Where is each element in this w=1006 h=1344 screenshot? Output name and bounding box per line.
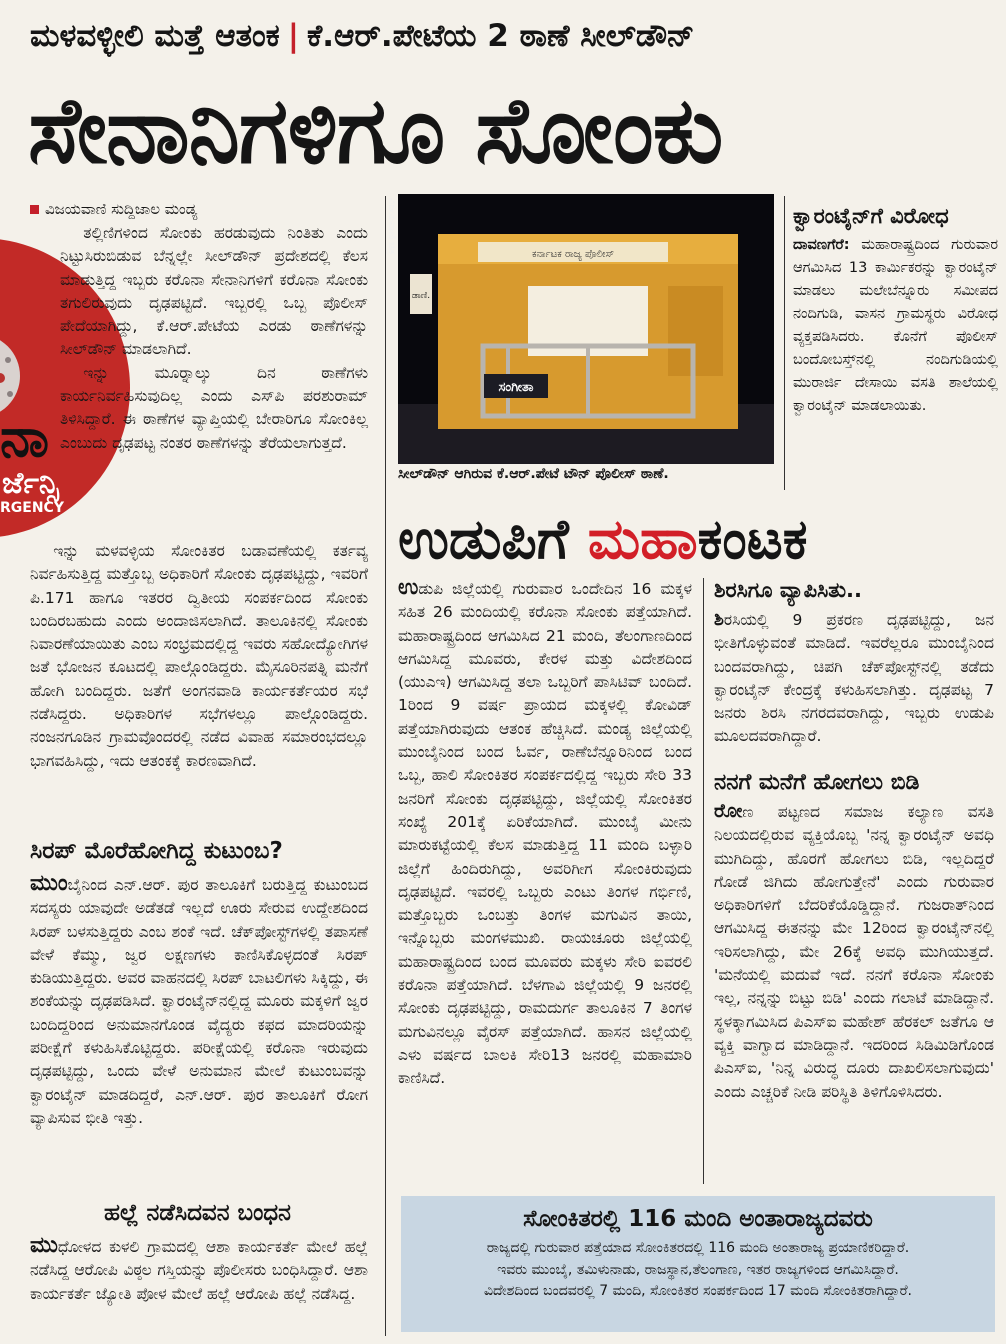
home-title: ನನಗೆ ಮನೆಗೆ ಹೋಗಲು ಬಿಡಿ [714,770,920,795]
kicker-left: ಮಳವಳ್ಳೀಲಿ ಮತ್ತೆ ಆತಂಕ [30,18,280,54]
interstate-box-line: ಇವರು ಮುಂಬೈ, ತಮಿಳುನಾಡು, ರಾಜಸ್ಥಾನ,ತೆಲಂಗಾಣ, ಇತರ ರಾಜ್ಯಗಳಿಂದ ಆಗಮಿಸಿದ್ದಾರೆ. [497,1261,899,1278]
family-story-lead: ಮುಂ [30,871,68,896]
byline-text: ವಿಜಯವಾಣಿ ಸುದ್ದಿಜಾಲ ಮಂಡ್ಯ [45,200,198,218]
main-article-part-1 [60,222,368,540]
emblem-word-1: ನಾ [0,406,50,469]
udupi-headline-part1: ಉಡುಪಿಗೆ [398,507,588,571]
family-story-body [30,872,368,1168]
police-station-photo [386,194,774,464]
quarantine-title: ಕ್ವಾರಂಟೈನ್‌ಗೆ ವಿರೋಧ [793,204,949,228]
photo-shop-sign: ಡಾಣಿ. [411,291,431,301]
police-station-illustration [398,194,774,464]
interstate-box-text [401,1232,995,1303]
sirsi-text: ರಸಿಯಲ್ಲಿ 9 ಪ್ರಕರಣ ದೃಢಪಟ್ಟಿದ್ದು, ಜನ ಭೀತಿಗೊಳ್ಳುವಂತೆ ಮಾಡಿದೆ. ಇವರೆಲ್ಲರೂ ಮುಂಬೈನಿಂದ ಬಂದವರಾಗಿದ್ದು, ಚಿಪಗಿ ಚೆಕ್‌ಪೋಸ್ಟ್‌ನಲ್ಲಿ ತಡೆದು ಕ್ವಾರಂಟೈನ್ ಕೇಂದ್ರಕ್ಕೆ ಕಳುಹಿಸಲಾಗಿತ್ತು. ದೃಢಪಟ್ಟ 7 ಜನರು ಶಿರಸಿ ನಗರದವರಾಗಿದ್ದು, ಇಬ್ಬರು ಉಡುಪಿ ಮೂಲದವರಾಗಿದ್ದಾರೆ. [714,611,994,746]
column-divider [703,578,704,1184]
family-story-text: ಬೈನಿಂದ ಎನ್.ಆರ್. ಪುರ ತಾಲೂಕಿಗೆ ಬರುತ್ತಿದ್ದ ಕುಟುಂಬದ ಸದಸ್ಯರು ಯಾವುದೇ ಅಡೆತಡೆ ಇಲ್ಲದೆ ಊರು ಸೇರುವ ಉದ್ದೇಶದಿಂದ ಸಿರಪ್ ಬಳಸುತ್ತಿದ್ದರು ಎಂಬ ಶಂಕೆ ಇದೆ. ಚೆಕ್‌ಪೋಸ್ಟ್‌ಗಳಲ್ಲಿ ತಪಾಸಣೆ ವೇಳೆ ಕೆಮ್ಮು, ಜ್ವರ ಲಕ್ಷಣಗಳು ಕಾಣಿಸಿಕೊಳ್ಳದಂತೆ ಸಿರಪ್ ಕುಡಿಯುತ್ತಿದ್ದರು. ಅವರ ವಾಹನದಲ್ಲಿ ಸಿರಪ್ ಬಾಟಲಿಗಳು ಸಿಕ್ಕಿದ್ದು, ಈ ಶಂಕೆಯನ್ನು ದೃಢಪಡಿಸಿದೆ. ಕ್ವಾರಂಟೈನ್‌ನಲ್ಲಿದ್ದ ಮೂರು ಮಕ್ಕಳಿಗೆ ಜ್ವರ ಬಂದಿದ್ದರಿಂದ ಅನುಮಾನಗೊಂಡ ವೈದ್ಯರು ಕಫದ ಮಾದರಿಯನ್ನು ಪರೀಕ್ಷೆಗೆ ಕಳುಹಿಸಿಕೊಟ್ಟಿದ್ದರು. ಪರೀಕ್ಷೆಯಲ್ಲಿ ಕರೊನಾ ಇರುವುದು ದೃಢಪಟ್ಟಿದ್ದು, ಒಂದು ವೇಳೆ ಅನುಮಾನ ಮೇಲೆ ಕುಟುಂಬವನ್ನು ಕ್ವಾರಂಟೈನ್ ಮಾಡದಿದ್ದರೆ, ಎನ್.ಆರ್. ಪುರ ತಾಲೂಕಿಗೆ ರೋಗ ವ್ಯಾಪಿಸುವ ಭೀತಿ ಇತ್ತು. [30,876,368,1127]
udupi-story-lead: ಉ [398,575,419,600]
home-body [714,800,994,1184]
column-divider [784,196,785,490]
interstate-box-line: ರಾಜ್ಯದಲ್ಲಿ ಗುರುವಾರ ಪತ್ತೆಯಾದ ಸೋಂಕಿತರದಲ್ಲಿ 116 ಮಂದಿ ಅಂತಾರಾಜ್ಯ ಪ್ರಯಾಣಿಕರಿದ್ದಾರೆ. [486,1240,910,1256]
arrest-story-body [30,1234,368,1340]
main-article-part-2 [30,540,368,820]
sirsi-title: ಶಿರಸಿಗೂ ವ್ಯಾಪಿಸಿತು.. [714,578,863,602]
byline [30,200,197,218]
kicker [30,18,990,66]
kicker-separator: | [287,18,300,54]
main-article-paragraph: ಇನ್ನು ಮೂರ್‍ನಾಲ್ಕು ದಿನ ಠಾಣೆಗಳು ಕಾರ್ಯನಿರ್ವಹಿಸುವುದಿಲ್ಲ ಎಂದು ಎಸ್‌ಪಿ ಪರಶುರಾಮ್ ತಿಳಿಸಿದ್ದಾರೆ. ಈ ಠಾಣೆಗಳ ವ್ಯಾಪ್ತಿಯಲ್ಲಿ ಬೇರಾರಿಗೂ ಸೋಂಕಿಲ್ಲ ಎಂಬುದು ದೃಢಪಟ್ಟ ನಂತರ ಠಾಣೆಗಳನ್ನು ತೆರೆಯಲಾಗುತ್ತದೆ. [60,363,368,452]
interstate-box-line: ವಿದೇಶದಿಂದ ಬಂದವರಲ್ಲಿ 7 ಮಂದಿ, ಸೋಂಕಿತರ ಸಂಪರ್ಕದಿಂದ 17 ಮಂದಿ ಸೋಂಕಿತರಾಗಿದ್ದಾರೆ. [483,1283,913,1299]
emblem-word-3: RGENCY [0,500,64,516]
main-article-paragraph: ತಲ್ಲಿಣಿಗಳಿಂದ ಸೋಂಕು ಹರಡುವುದು ನಿಂತಿತು ಎಂದು ನಿಟ್ಟುಸಿರುಬಿಡುವ ಬೆನ್ನಲ್ಲೇ ಸೀಲ್‌ಡೌನ್ ಪ್ರದೇಶದಲ್ಲಿ ಕೆಲಸ ಮಾಡುತ್ತಿದ್ದ ಇಬ್ಬರು ಕರೊನಾ ಸೇನಾನಿಗಳಿಗೆ ಕರೊನಾ ಸೋಂಕು ತಗುಲಿರುವುದು ದೃಢಪಟ್ಟಿದೆ. ಇಬ್ಬರಲ್ಲಿ ಒಬ್ಬ ಪೊಲೀಸ್ ಪೇದೆಯಾಗಿದ್ದು, ಕೆ.ಆರ್.ಪೇಟೆಯ ಎರಡು ಠಾಣೆಗಳನ್ನು ಸೀಲ್‌ಡೌನ್ ಮಾಡಲಾಗಿದೆ. [60,224,368,359]
quarantine-body [793,234,998,490]
interstate-box [401,1196,995,1332]
arrest-story-title: ಹಲ್ಲೆ ನಡೆಸಿದವನ ಬಂಧನ [104,1200,291,1226]
home-lead: ರೋ [714,800,743,822]
photo-credit: ವಿಜಯವಾಣಿ ಚಿತ್ರ [386,198,397,255]
udupi-story-body [398,576,692,1184]
sirsi-body [714,608,994,758]
interstate-box-title: ಸೋಂಕಿತರಲ್ಲಿ 116 ಮಂದಿ ಅಂತಾರಾಜ್ಯದವರು [523,1206,873,1232]
main-headline: ಸೇನಾನಿಗಳಿಗೂ ಸೋಂಕು [28,77,723,184]
arrest-story-text: ಧೋಳದ ಕುಳಲಿ ಗ್ರಾಮದಲ್ಲಿ ಆಶಾ ಕಾರ್ಯಕರ್ತೆ ಮೇಲೆ ಹಲ್ಲೆ ನಡೆಸಿದ್ದ ಆರೋಪಿ ವಿಠ್ಠಲ ಗಸ್ತಿಯನ್ನು ಪೊಲೀಸರು ಬಂಧಿಸಿದ್ದಾರೆ. ಆಶಾ ಕಾರ್ಯಕರ್ತೆ ಜ್ಯೋತಿ ಪೋಳ ಮೇಲೆ ಹಲ್ಲೆ ಆರೋಪಿ ಹಲ್ಲೆ ನಡೆಸಿದ್ದ. [30,1238,368,1303]
udupi-headline-part3: ಕಂಟಕ [697,507,808,571]
udupi-story-text: ಡುಪಿ ಜಿಲ್ಲೆಯಲ್ಲಿ ಗುರುವಾರ ಒಂದೇದಿನ 16 ಮಕ್ಕಳ ಸಹಿತ 26 ಮಂದಿಯಲ್ಲಿ ಕರೊನಾ ಸೋಂಕು ಪತ್ತೆಯಾಗಿದೆ. ಮಹಾರಾಷ್ಟ್ರದಿಂದ ಆಗಮಿಸಿದ 21 ಮಂದಿ, ತೆಲಂಗಾಣದಿಂದ ಆಗಮಿಸಿದ್ದ ಮೂವರು, ಕೇರಳ ಮತ್ತು ವಿದೇಶದಿಂದ (ಯುಎಇ) ಆಗಮಿಸಿದ್ದ ತಲಾ ಒಬ್ಬರಿಗೆ ಪಾಸಿಟಿವ್ ಬಂದಿದೆ. 1ರಿಂದ 9 ವರ್ಷ ಪ್ರಾಯದ ಮಕ್ಕಳಲ್ಲಿ ಕೋವಿಡ್ ಪತ್ತೆಯಾಗಿರುವುದು ಆತಂಕ ಹೆಚ್ಚಿಸಿದೆ. ಮಂಡ್ಯ ಜಿಲ್ಲೆಯಲ್ಲಿ ಮುಂಬೈನಿಂದ ಬಂದ ಓರ್ವ, ರಾಣೆಬೆನ್ನೂರಿನಿಂದ ಬಂದ ಒಬ್ಬ, ಹಾಲಿ ಸೋಂಕಿತರ ಸಂಪರ್ಕದಲ್ಲಿದ್ದ ಇಬ್ಬರು ಸೇರಿ 33 ಜನರಿಗೆ ಸೋಂಕು ದೃಢಪಟ್ಟಿದ್ದು, ಜಿಲ್ಲೆಯಲ್ಲಿ ಸೋಂಕಿತರ ಸಂಖ್ಯೆ 201ಕ್ಕೆ ಏರಿಕೆಯಾಗಿದೆ. ಮುಂಬೈ ಮೀನು ಮಾರುಕಟ್ಟೆಯಲ್ಲಿ ಕೆಲಸ ಮಾಡುತ್ತಿದ್ದ 11 ಮಂದಿ ಬಳ್ಳಾರಿ ಜಿಲ್ಲೆಗೆ ಹಿಂದಿರುಗಿದ್ದು, ಅವರಿಗೀಗ ಸೋಂಕಿರುವುದು ದೃಢಪಟ್ಟಿದೆ. ಇವರಲ್ಲಿ ಒಬ್ಬರು ಎಂಟು ತಿಂಗಳ ಗರ್ಭಿಣಿ, ಮತ್ತೊಬ್ಬರು ಒಂಬತ್ತು ತಿಂಗಳ ಮಗುವಿನ ತಾಯಿ, ಇನ್ನೊಬ್ಬರು ಮಂಗಳಮುಖಿ. ರಾಯಚೂರು ಜಿಲ್ಲೆಯಲ್ಲಿ ಮಹಾರಾಷ್ಟ್ರದಿಂದ ಬಂದ ಮೂವರು ಮಕ್ಕಳು ಸೇರಿ ಐವರಲಿ ಕರೊನಾ ಪತ್ತೆಯಾಗಿದೆ. ಬೆಳಗಾವಿ ಜಿಲ್ಲೆಯಲ್ಲಿ 9 ಜನರಲ್ಲಿ ಸೋಂಕು ದೃಢಪಟ್ಟಿದ್ದು, ರಾಮದುರ್ಗ ತಾಲೂಕಿನ 7 ತಿಂಗಳ ಮಗುವಿನಲ್ಲೂ ವೈರಸ್ ಪತ್ತೆಯಾಗಿದೆ. ಹಾಸನ ಜಿಲ್ಲೆಯಲ್ಲಿ ಎಳು ವರ್ಷದ ಬಾಲಕಿ ಸೇರಿ13 ಜನರಲ್ಲಿ ಮಹಾಮಾರಿ ಕಾಣಿಸಿದೆ. [398,580,692,1088]
photo-caption: ಸೀಲ್‌ಡೌನ್ ಆಗಿರುವ ಕೆ.ಆರ್.ಪೇಟೆ ಟೌನ್ ಪೊಲೀಸ್ ಠಾಣೆ. [398,466,669,482]
sirsi-lead: ಶಿ [714,609,724,630]
kicker-right: ಕೆ.ಆರ್.ಪೇಟೆಯ 2 ಠಾಣೆ ಸೀಲ್‌ಡೌನ್ [307,18,695,54]
column-divider [385,196,386,1336]
udupi-headline-part2: ಮಹಾ [587,507,698,571]
udupi-headline [398,504,807,574]
arrest-story-lead: ಮು [30,1233,58,1258]
photo-banner: ಸಂಗೀತಾ [498,380,534,395]
byline-marker-icon [30,205,39,214]
quarantine-text: ಮಹಾರಾಷ್ಟ್ರದಿಂದ ಗುರುವಾರ ಆಗಮಿಸಿದ 13 ಕಾರ್ಮಿಕರನ್ನು ಕ್ವಾರಂಟೈನ್ ಮಾಡಲು ಮಲೇಬೆನ್ನೂರು ಸಮೀಪದ ನಂದಿಗುಡಿ, ವಾಸನ ಗ್ರಾಮಸ್ಥರು ವಿರೋಧ ವ್ಯಕ್ತಪಡಿಸಿದರು. ಕೊನೆಗೆ ಪೊಲೀಸ್ ಬಂದೋಬಸ್ತ್‌ನಲ್ಲಿ ನಂದಿಗುಡಿಯಲ್ಲಿ ಮುರಾರ್ಜಿ ದೇಸಾಯಿ ವಸತಿ ಶಾಲೆಯಲ್ಲಿ ಕ್ವಾರಂಟೈನ್ ಮಾಡಲಾಯಿತು. [793,237,999,414]
home-text: ಣ ಪಟ್ಟಣದ ಸಮಾಜ ಕಲ್ಯಾಣ ವಸತಿ ನಿಲಯದಲ್ಲಿರುವ ವ್ಯಕ್ತಿಯೊಬ್ಬ 'ನನ್ನ ಕ್ವಾರಂಟೈನ್ ಅವಧಿ ಮುಗಿದಿದ್ದು, ಹೊರಗೆ ಹೋಗಲು ಬಿಡಿ, ಇಲ್ಲದಿದ್ದರೆ ಗೋಡೆ ಜಿಗಿದು ಹೋಗುತ್ತೇನೆ' ಎಂದು ಗುರುವಾರ ಅಧಿಕಾರಿಗಳಿಗೆ ಬೆದರಿಕೆಯೊಡ್ಡಿದ್ದಾನೆ. ಗುಜರಾತ್‌ನಿಂದ ಆಗಮಿಸಿದ್ದ ಈತನನ್ನು ಮೇ 12ರಿಂದ ಕ್ವಾರಂಟೈನ್‌ನಲ್ಲಿ ಇರಿಸಲಾಗಿದ್ದು, ಮೇ 26ಕ್ಕೆ ಅವಧಿ ಮುಗಿಯುತ್ತದೆ. 'ಮನೆಯಲ್ಲಿ ಮದುವೆ ಇದೆ. ನನಗೆ ಕರೊನಾ ಸೋಂಕು ಇಲ್ಲ, ನನ್ನನ್ನು ಬಿಟ್ಟು ಬಿಡಿ' ಎಂದು ಗಲಾಟೆ ಮಾಡಿದ್ದಾನೆ. ಸ್ಥಳಕ್ಕಾಗಮಿಸಿದ ಪಿಎಸ್‌ಐ ಮಹೇಶ್ ಹೆರಕಲ್ ಜತೆಗೂ ಆ ವ್ಯಕ್ತಿ ವಾಗ್ವಾದ ಮಾಡಿದ್ದಾನೆ. ಇದರಿಂದ ಸಿಡಿಮಿಡಿಗೊಂಡ ಪಿಎಸ್‌ಐ, 'ನಿನ್ನ ವಿರುದ್ಧ ದೂರು ದಾಖಲಿಸಲಾಗುವುದು' ಎಂದು ಎಚ್ಚರಿಕೆ ನೀಡಿ ಪರಿಸ್ಥಿತಿ ತಿಳಿಗೊಳಿಸಿದರು. [714,803,994,1101]
main-article-paragraph: ಇನ್ನು ಮಳವಳ್ಳಿಯ ಸೋಂಕಿತರ ಬಡಾವಣೆಯಲ್ಲಿ ಕರ್ತವ್ಯ ನಿರ್ವಹಿಸುತ್ತಿದ್ದ ಮತ್ತೊಬ್ಬ ಅಧಿಕಾರಿಗೆ ಸೋಂಕು ದೃಢಪಟ್ಟಿದ್ದು, ಇವರಿಗೆ ಪಿ.171 ಹಾಗೂ ಇತರರ ದ್ವಿತೀಯ ಸಂಪರ್ಕದಿಂದ ಸೋಂಕು ಬಂದಿರಬಹುದು ಎಂದು ಅಂದಾಜಿಸಲಾಗಿದೆ. ತಾಲೂಕಿನಲ್ಲಿ ಸೋಂಕು ನಿವಾರಣೆಯಾಯಿತು ಎಂಬ ಸಂಭ್ರಮದಲ್ಲಿದ್ದ ಇವರು ಸಹೋದ್ಯೋಗಿಗಳ ಜತೆ ಭೋಜನ ಕೂಟದಲ್ಲಿ ಪಾಲ್ಗೊಂಡಿದ್ದರು. ಮೈಸೂರಿನಪತ್ನಿ ಮನೆಗೆ ಹೋಗಿ ಬಂದಿದ್ದರು. ಜತೆಗೆ ಅಂಗನವಾಡಿ ಕಾರ್ಯಕರ್ತೆಯರ ಸಭೆ ನಡೆಸಿದ್ದರು. ಅಧಿಕಾರಿಗಳ ಸಭೆಗಳಲ್ಲೂ ಪಾಲ್ಗೊಂಡಿದ್ದರು. ನಂಜನಗೂಡಿನ ಗ್ರಾಮವೊಂದರಲ್ಲಿ ನಡೆದ ವಿವಾಹ ಸಮಾರಂಭದಲ್ಲೂ ಭಾಗವಹಿಸಿದ್ದು, ಇದು ಆತಂಕಕ್ಕೆ ಕಾರಣವಾಗಿದೆ. [30,542,368,770]
family-story-title: ಸಿರಪ್ ಮೊರೆಹೋಗಿದ್ದ ಕುಟುಂಬ? [30,838,283,864]
photo-sign-board: ಕರ್ನಾಟಕ ರಾಜ್ಯ ಪೊಲೀಸ್ [531,249,615,260]
emblem-word-2: ರ್ಜೆನ್ಸಿ [2,466,59,501]
quarantine-dateline: ದಾವಣಗೆರೆ: [793,237,850,253]
